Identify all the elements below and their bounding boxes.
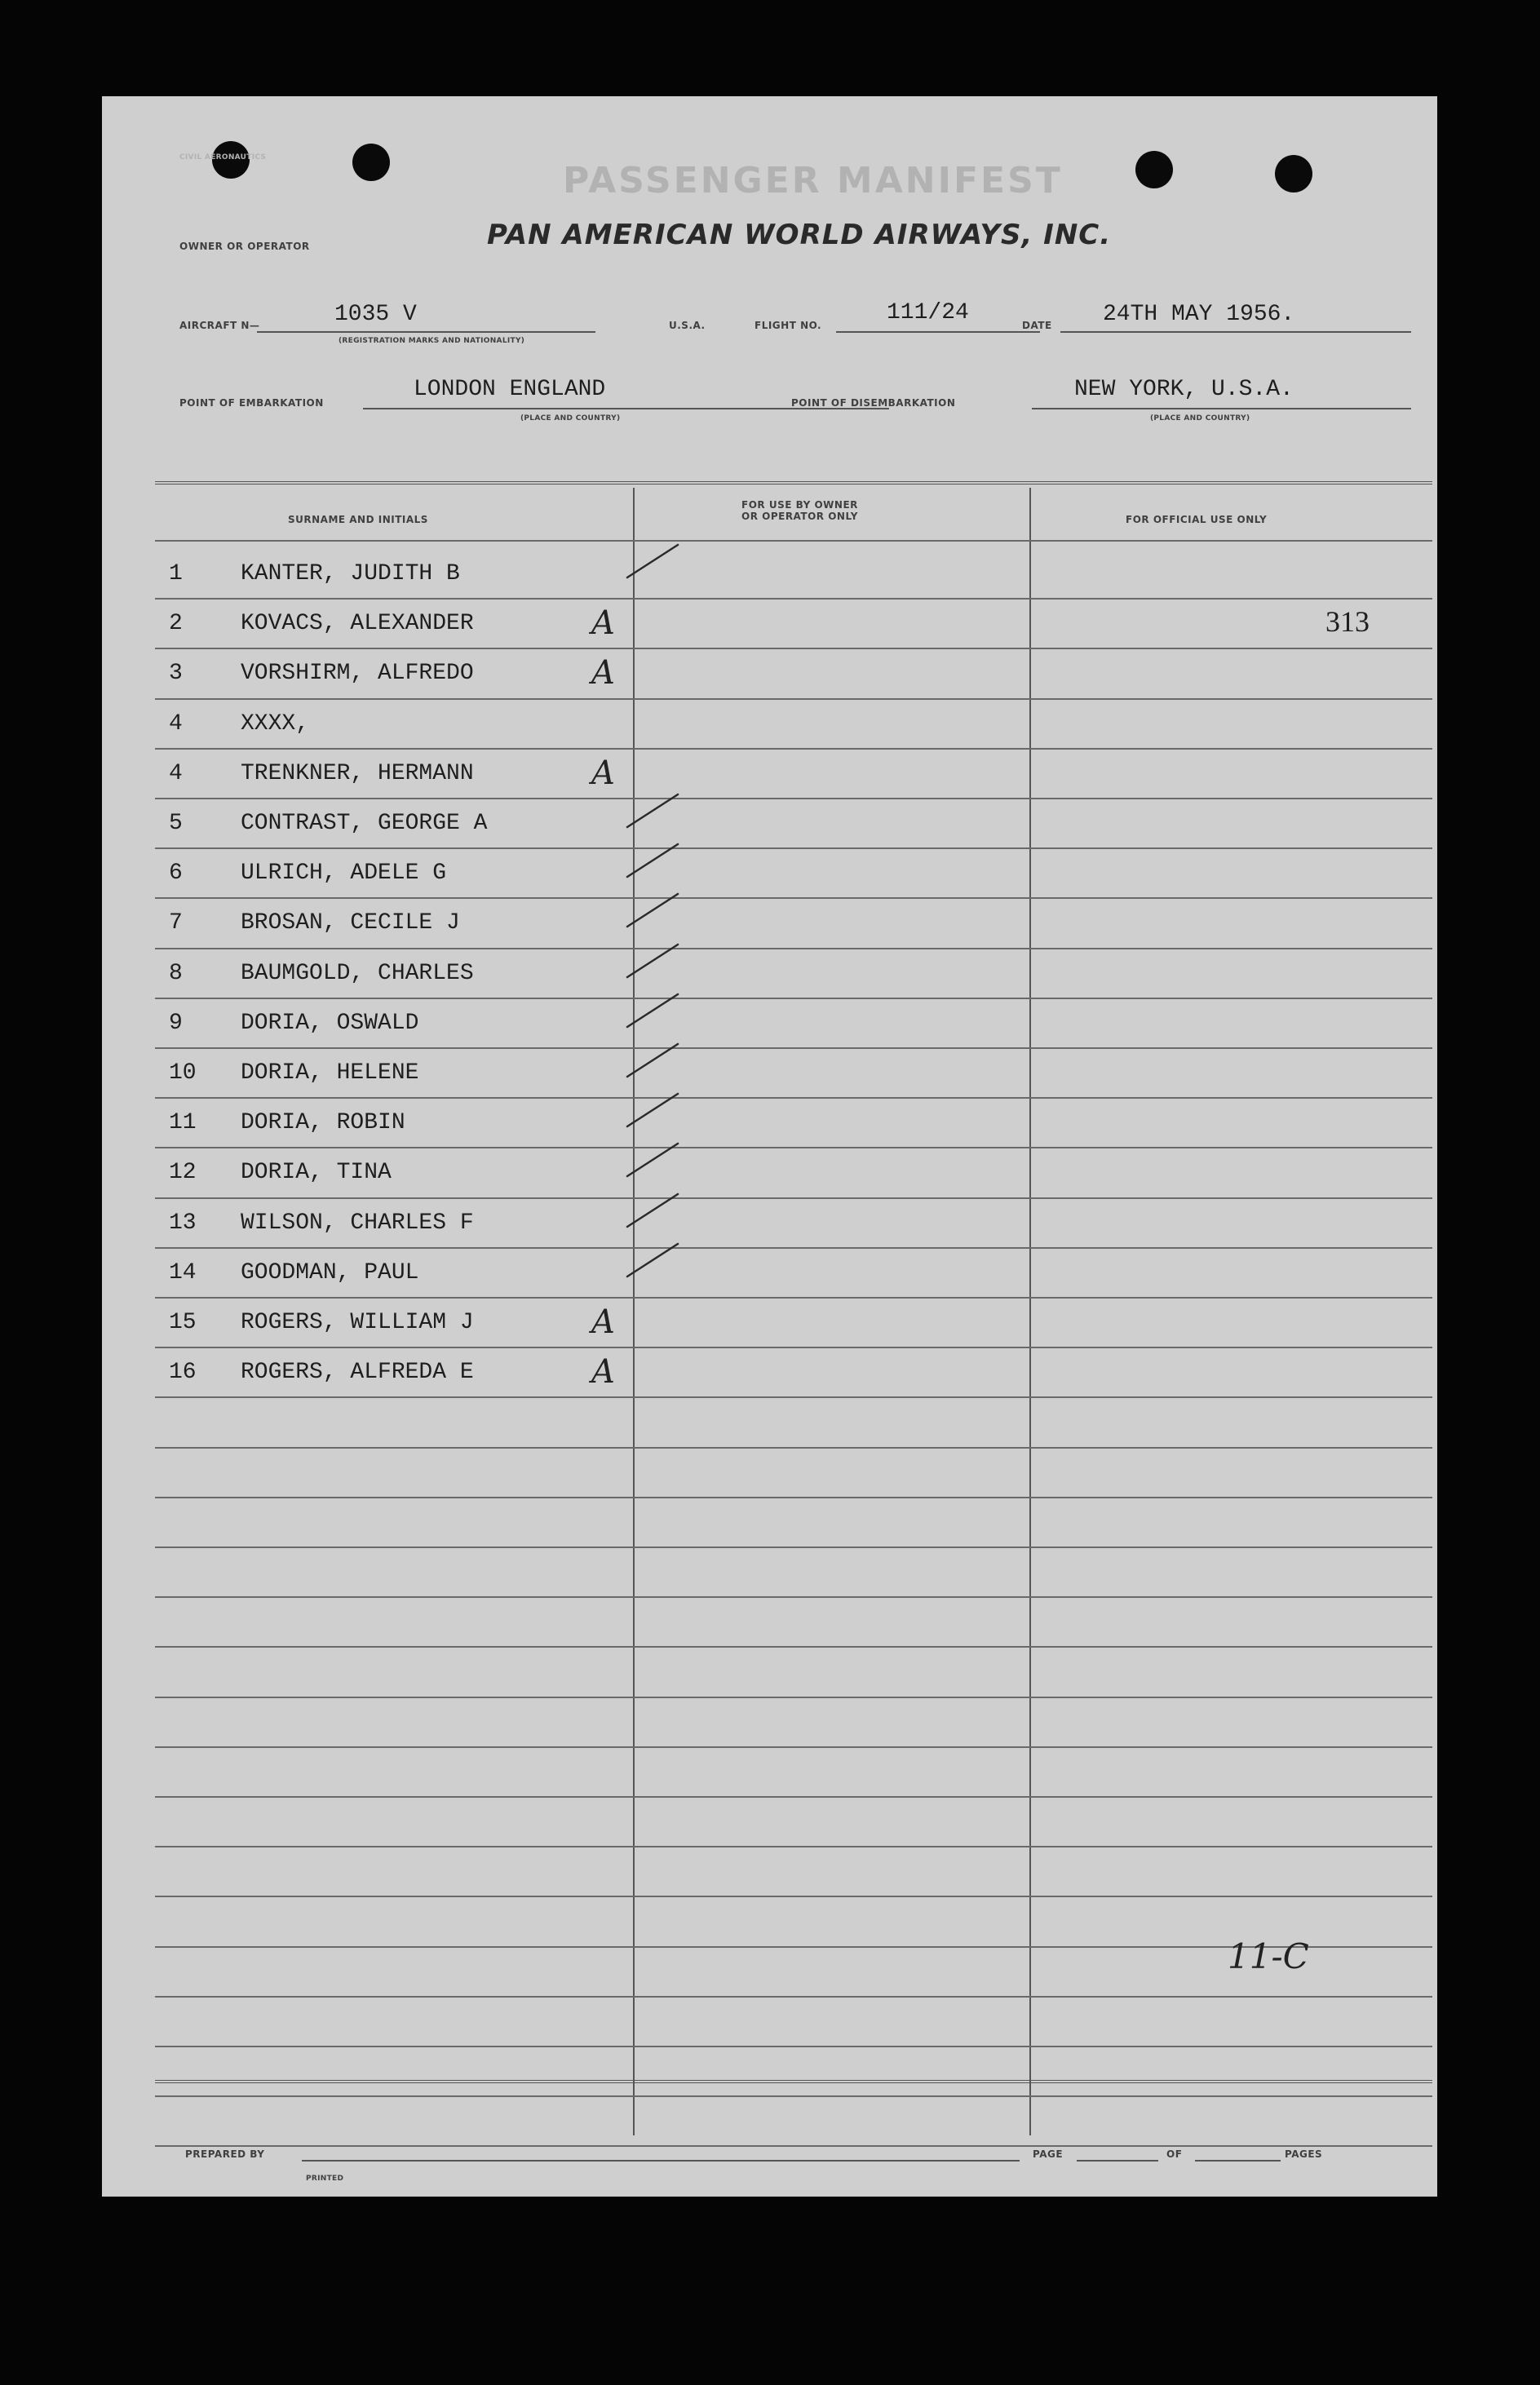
- row-rule: [155, 2046, 1432, 2047]
- passenger-name: BAUMGOLD, CHARLES: [241, 960, 474, 986]
- handwritten-mark: A: [591, 1353, 615, 1392]
- embark-sub: (PLACE AND COUNTRY): [520, 414, 621, 423]
- row-rule: [155, 1996, 1432, 1998]
- row-rule: [155, 798, 1432, 799]
- row-rule: [155, 847, 1432, 849]
- annotation: 11-C: [1228, 1936, 1309, 1976]
- row-number: 6: [169, 861, 183, 887]
- prepared-label: PREPARED BY: [185, 2148, 265, 2160]
- row-rule: [155, 1796, 1432, 1798]
- row-number: 2: [169, 611, 183, 637]
- row-number: 4: [169, 760, 183, 786]
- row-rule: [155, 1896, 1432, 1897]
- passenger-name: BROSAN, CECILE J: [241, 910, 460, 936]
- check-mark-icon: [624, 940, 683, 980]
- row-rule: [155, 1697, 1432, 1698]
- check-mark-icon: [624, 1039, 683, 1080]
- row-rule: [155, 1846, 1432, 1847]
- check-mark-icon: [624, 1189, 683, 1230]
- owner-label: OWNER OR OPERATOR: [179, 241, 310, 252]
- of-label: OF: [1166, 2148, 1183, 2160]
- handwritten-mark: A: [591, 754, 615, 792]
- check-mark-icon: [624, 1139, 683, 1179]
- aircraft-sub: (REGISTRATION MARKS AND NATIONALITY): [339, 337, 525, 345]
- punch-hole: [1135, 151, 1173, 188]
- passenger-name: VORSHIRM, ALFREDO: [241, 661, 474, 687]
- flight-label: FLIGHT NO.: [755, 320, 822, 331]
- row-number: 4: [169, 710, 183, 737]
- row-rule: [155, 948, 1432, 949]
- col-header-operator: FOR USE BY OWNER OR OPERATOR ONLY: [741, 499, 858, 522]
- passenger-name: XXXX,: [241, 710, 310, 737]
- flight-value: 111/24: [887, 300, 969, 325]
- embark-value: LONDON ENGLAND: [414, 377, 606, 402]
- date-label: DATE: [1022, 320, 1052, 331]
- row-number: 10: [169, 1060, 197, 1086]
- row-rule: [155, 1297, 1432, 1299]
- row-rule: [155, 1447, 1432, 1449]
- row-rule: [155, 748, 1432, 750]
- row-number: 3: [169, 661, 183, 687]
- punch-hole: [1275, 155, 1312, 192]
- row-rule: [155, 998, 1432, 999]
- table-top-rule: [155, 481, 1432, 485]
- row-rule: [155, 1746, 1432, 1748]
- caa-stamp: CIVIL AERONAUTICS: [179, 153, 267, 162]
- column-divider: [1029, 488, 1031, 2135]
- row-rule: [155, 1197, 1432, 1199]
- embark-label: POINT OF EMBARKATION: [179, 397, 324, 409]
- usa-label: U.S.A.: [669, 320, 706, 331]
- row-rule: [155, 1646, 1432, 1648]
- passenger-name: DORIA, ROBIN: [241, 1110, 405, 1136]
- aircraft-label: AIRCRAFT N—: [179, 320, 260, 331]
- row-number: 11: [169, 1110, 197, 1136]
- check-mark-icon: [624, 540, 683, 581]
- row-rule: [155, 897, 1432, 899]
- disembark-sub: (PLACE AND COUNTRY): [1150, 414, 1250, 423]
- row-number: 14: [169, 1259, 197, 1285]
- page-label: PAGE: [1033, 2148, 1064, 2160]
- row-rule: [155, 648, 1432, 649]
- passenger-name: TRENKNER, HERMANN: [241, 760, 474, 786]
- row-number: 5: [169, 811, 183, 836]
- date-value: 24TH MAY 1956.: [1103, 302, 1295, 327]
- row-number: 15: [169, 1310, 197, 1335]
- row-number: 12: [169, 1160, 197, 1186]
- punch-hole: [352, 144, 390, 181]
- passenger-name: ROGERS, WILLIAM J: [241, 1310, 474, 1335]
- row-rule: [155, 1546, 1432, 1548]
- passenger-name: DORIA, TINA: [241, 1160, 392, 1186]
- row-number: 7: [169, 910, 183, 936]
- row-rule: [155, 1147, 1432, 1148]
- check-mark-icon: [624, 1239, 683, 1280]
- row-rule: [155, 2095, 1432, 2097]
- row-rule: [155, 1596, 1432, 1598]
- check-mark-icon: [624, 889, 683, 930]
- disembark-value: NEW YORK, U.S.A.: [1074, 377, 1294, 402]
- passenger-name: DORIA, HELENE: [241, 1060, 419, 1086]
- row-rule: [155, 1347, 1432, 1348]
- row-rule: [155, 1097, 1432, 1099]
- passenger-name: ROGERS, ALFREDA E: [241, 1360, 474, 1386]
- row-rule: [155, 1247, 1432, 1249]
- passenger-name: KOVACS, ALEXANDER: [241, 611, 474, 637]
- passenger-name: ULRICH, ADELE G: [241, 861, 447, 887]
- check-mark-icon: [624, 790, 683, 830]
- row-number: 16: [169, 1360, 197, 1386]
- row-rule: [155, 1497, 1432, 1498]
- handwritten-mark: A: [591, 604, 615, 643]
- row-number: 8: [169, 960, 183, 986]
- row-number: 9: [169, 1010, 183, 1036]
- pages-label: PAGES: [1285, 2148, 1323, 2160]
- row-number: 1: [169, 561, 183, 586]
- disembark-label: POINT OF DISEMBARKATION: [791, 397, 956, 409]
- check-mark-icon: [624, 1089, 683, 1130]
- row-rule: [155, 598, 1432, 600]
- passenger-name: WILSON, CHARLES F: [241, 1210, 474, 1236]
- passenger-name: GOODMAN, PAUL: [241, 1259, 419, 1285]
- check-mark-icon: [624, 839, 683, 880]
- row-rule: [155, 2145, 1432, 2147]
- handwritten-mark: A: [591, 1303, 615, 1341]
- aircraft-value: 1035 V: [334, 302, 417, 327]
- column-divider: [633, 488, 635, 2135]
- table-bottom-rule: [155, 2080, 1432, 2083]
- col-header-official: FOR OFFICIAL USE ONLY: [1126, 514, 1268, 525]
- col-header-name: SURNAME AND INITIALS: [288, 514, 428, 525]
- row-rule: [155, 1047, 1432, 1049]
- document-title: PASSENGER MANIFEST: [563, 160, 1063, 201]
- passenger-name: DORIA, OSWALD: [241, 1010, 419, 1036]
- handwritten-mark: A: [591, 654, 615, 692]
- check-mark-icon: [624, 989, 683, 1030]
- printer-mark: PRINTED: [306, 2175, 344, 2183]
- official-entry: 313: [1325, 605, 1370, 639]
- manifest-sheet: [102, 96, 1437, 2197]
- row-number: 13: [169, 1210, 197, 1236]
- passenger-name: CONTRAST, GEORGE A: [241, 811, 488, 836]
- row-rule: [155, 1396, 1432, 1398]
- passenger-name: KANTER, JUDITH B: [241, 561, 460, 586]
- owner-value: PAN AMERICAN WORLD AIRWAYS, INC.: [487, 219, 1112, 251]
- row-rule: [155, 698, 1432, 700]
